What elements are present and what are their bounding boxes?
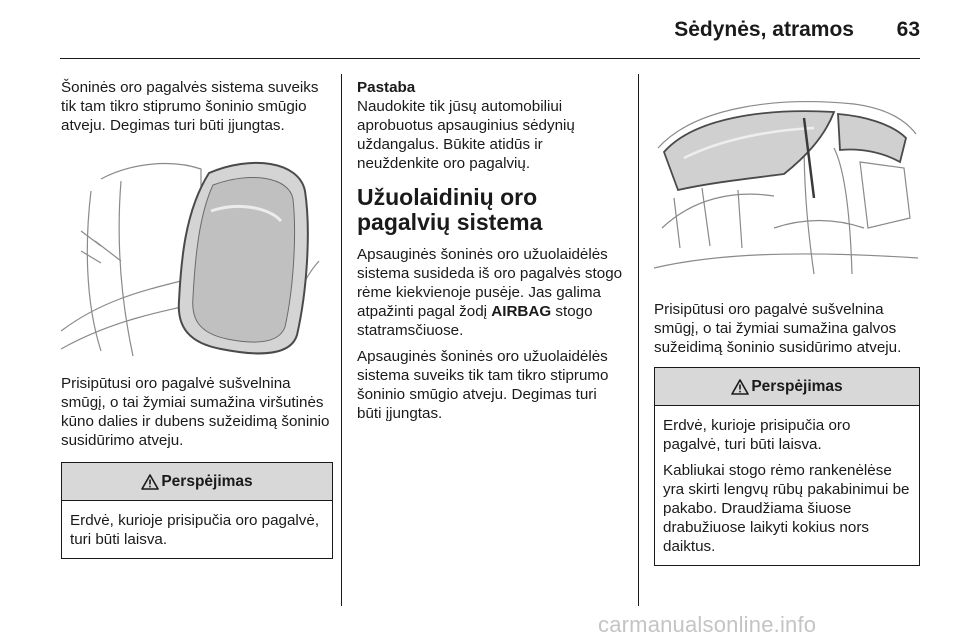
side-airbag-intro: Šoninės oro pagalvės sistema suveiks tik tam tikro stiprumo šoninio smūgio atveju. Degimas turi būti įjungtas. xyxy=(61,79,319,134)
warning-box-right xyxy=(654,367,920,566)
curtain-airbag-paragraph xyxy=(357,245,625,340)
warning-title: Perspėjimas xyxy=(751,378,843,395)
warning-text: Erdvė, kurioje prisipučia oro pagalvė, turi būti laisva. xyxy=(663,417,851,453)
curtain-airbag-text-start: Apsauginės šoninės oro užuolaidėlės sistema susideda iš oro pagalvės stogo rėme kiekvienoje pusėje. Jas galima atpažinti pagal žodį xyxy=(357,246,623,320)
column-left xyxy=(61,78,333,559)
side-airbag-illustration xyxy=(61,151,323,359)
curtain-airbag-illustration xyxy=(654,78,918,278)
warning-triangle-icon xyxy=(141,474,159,490)
header-rule xyxy=(60,58,920,59)
warning-text: Kabliukai stogo rėmo rankenėlėse yra skirti lengvų rūbų pakabinimui be pakabo. Draudžiama šiuose drabužiuose laikyti kokius nors daiktus. xyxy=(663,462,910,555)
column-right xyxy=(654,78,920,566)
warning-title: Perspėjimas xyxy=(161,473,253,490)
watermark: carmanualsonline.info xyxy=(598,612,817,637)
page-header-title: Sėdynės, atramos xyxy=(674,18,854,41)
note-heading: Pastaba xyxy=(357,79,416,96)
note-text: Naudokite tik jūsų automobiliui aprobuotus apsauginius sėdynių uždangalus. Būkite atidūs ir neuždenkite oro pagalvių. xyxy=(357,98,575,172)
warning-text: Erdvė, kurioje prisipučia oro pagalvė, turi būti laisva. xyxy=(70,512,320,548)
column-divider-left xyxy=(341,74,342,606)
warning-box-left xyxy=(61,462,333,559)
warning-body xyxy=(62,501,332,558)
airbag-label-text: AIRBAG xyxy=(491,303,552,320)
warning-header xyxy=(655,368,919,406)
side-airbag-caption: Prisipūtusi oro pagalvė sušvelnina smūgį, o tai žymiai sumažina viršutinės kūno dalies ir dubens sužeidimą šoninio susidūrimo atveju. xyxy=(61,375,330,449)
column-divider-right xyxy=(638,74,639,606)
page-number: 63 xyxy=(896,18,920,41)
curtain-airbag-activation: Apsauginės šoninės oro užuolaidėlės sistema suveiks tik tam tikro stiprumo šoninio smūgio atveju. Degimas turi būti įjungtas. xyxy=(357,348,609,422)
warning-triangle-icon xyxy=(731,379,749,395)
curtain-airbag-caption: Prisipūtusi oro pagalvė sušvelnina smūgį, o tai žymiai sumažina galvos sužeidimą šoninio susidūrimo atveju. xyxy=(654,301,902,356)
warning-header xyxy=(62,463,332,501)
curtain-airbag-text-end: stogo statramsčiuose. xyxy=(357,303,593,339)
warning-body xyxy=(655,406,919,565)
section-heading: Užuolaidinių oro pagalvių sistema xyxy=(357,184,543,235)
column-middle xyxy=(357,78,625,430)
